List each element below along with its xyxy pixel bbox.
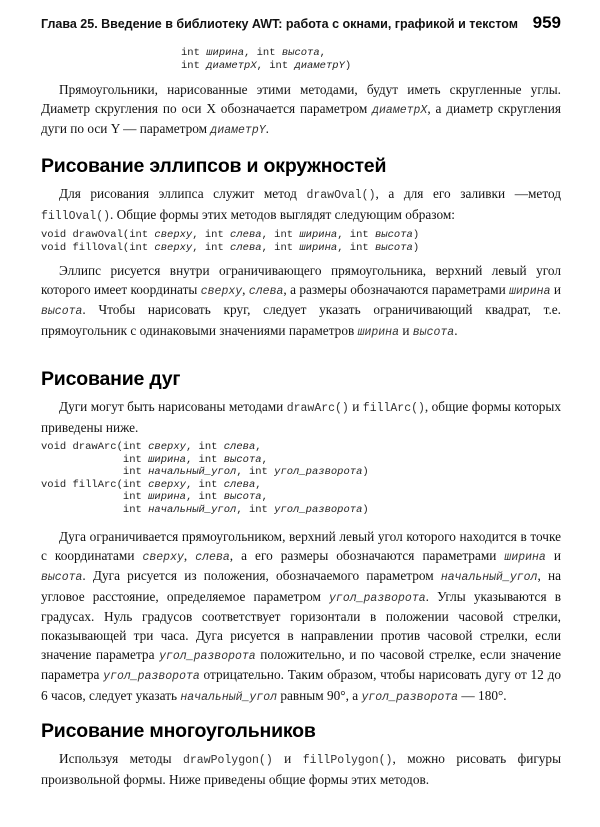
code-block-arc-methods bbox=[41, 441, 369, 517]
paragraph-polygon-intro: Используя методы drawPolygon() и fillPolygon(), можно рисовать фигуры произвольной формы. Ниже приведены общие формы этих методов. bbox=[41, 751, 562, 787]
section-heading-arcs: Рисование дуг bbox=[41, 368, 181, 390]
paragraph-ellipse-description: Эллипс рисуется внутри ограничивающего прямоугольника, верхний левый угол которого имеет координаты сверху, слева, а размеры обозначаются параметрами ширина и высота. Чтобы нарисовать круг, следует указать ограничивающий квадрат, т.е. прямоугольник с одинаковыми значениями параметров ширина и высота. bbox=[41, 263, 561, 339]
page-number: 959 bbox=[532, 13, 561, 32]
code-line: void drawOval(int сверху, int слева, int ширина, int высота) bbox=[41, 229, 420, 241]
code-line: int ширина, int высота, bbox=[41, 491, 268, 504]
code-line: int ширина, int высота, bbox=[41, 453, 268, 466]
section-heading-ellipses: Рисование эллипсов и окружностей bbox=[41, 155, 387, 177]
chapter-title: Глава 25. Введение в библиотеку AWT: работа с окнами, графикой и текстом bbox=[41, 17, 519, 31]
paragraph-rounded-corners: Прямоугольники, нарисованные этими методами, будут иметь скругленные углы. Диаметр скругления по оси X обозначается параметром диаметрX, а диаметр скругления дуги по оси Y — параметром диаметрY. bbox=[41, 82, 561, 138]
paragraph-arc-methods-intro: Дуги могут быть нарисованы методами drawArc() и fillArc(), общие формы которых приведены ниже. bbox=[41, 399, 561, 435]
code-line: int начальный_угол, int угол_разворота) bbox=[41, 503, 369, 516]
code-line: void drawArc(int сверху, int слева, bbox=[41, 441, 262, 453]
code-line: int начальный_угол, int угол_разворота) bbox=[41, 466, 369, 479]
section-heading-polygons: Рисование многоугольников bbox=[41, 720, 316, 742]
code-line: int ширина, int высота, bbox=[181, 47, 326, 59]
paragraph-drawoval-intro: Для рисования эллипса служит метод drawOval(), а для его заливки —метод fillOval(). Общие формы этих методов выглядят следующим образом: bbox=[41, 186, 561, 223]
code-line: int диаметрX, int диаметрY) bbox=[181, 59, 352, 72]
code-block-oval-methods bbox=[41, 229, 419, 254]
paragraph-arc-description: Дуга ограничивается прямоугольником, верхний левый угол которого находится в точке с координатами сверху, слева, а его размеры обозначаются параметрами ширина и высота. Дуга рисуется из положения, обозначаемого параметром начальный_угол, на угловое расстояние, определяемое параметром угол_разворота. Углы указываются в градусах. Нуль градусов соответствует горизонтали в положении часовой стрелки, показывающей три часа. Дуга рисуется в направлении против часовой стрелки, если значение параметра угол_разворота положительно, и по часовой стрелке, если значение параметра угол_разворота отрицательно. Таким образом, чтобы нарисовать дугу от 12 до 6 часов, следует указать начальный_угол равным 90°, а угол_разворота — 180°. bbox=[41, 529, 561, 704]
code-block-round-rect-params bbox=[181, 47, 351, 72]
running-header bbox=[41, 11, 561, 35]
code-line: void fillArc(int сверху, int слева, bbox=[41, 478, 262, 491]
code-line: void fillOval(int сверху, int слева, int ширина, int высота) bbox=[41, 241, 420, 254]
